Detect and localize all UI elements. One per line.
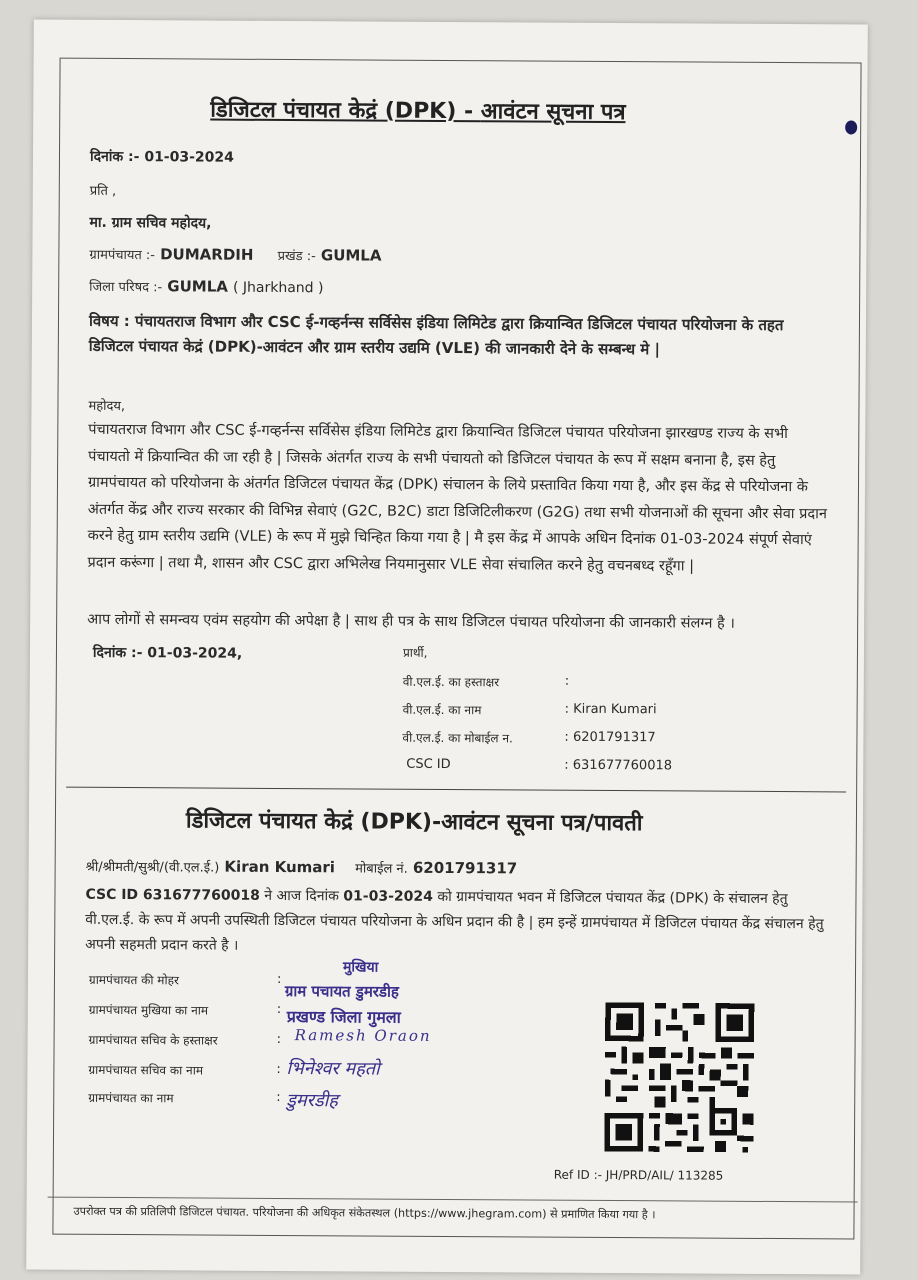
- colon: :: [276, 1031, 282, 1047]
- colon: :: [276, 971, 282, 987]
- vle-mobile-value: : 6201791317: [564, 729, 656, 746]
- stamp-label: ग्रामपंचायत की मोहर: [88, 972, 179, 988]
- stamp-mukhiya: मुखिया: [342, 959, 379, 976]
- district-value: GUMLA: [167, 277, 228, 296]
- gp-label: ग्रामपंचायत :-: [89, 247, 156, 264]
- letter-title: डिजिटल पंचायत केद्रं (DPK) - आवंटन सूचना पत्र: [210, 97, 626, 126]
- district-label: जिला परिषद :-: [89, 279, 163, 296]
- signature-gp: डुमरडीह: [286, 1090, 338, 1112]
- gp-value: DUMARDIH: [160, 245, 254, 264]
- ack-text-1: ने आज दिनांक: [259, 887, 344, 905]
- recipient-mobile: 6201791317: [412, 858, 518, 878]
- date-line: दिनांक :- 01-03-2024: [89, 148, 234, 166]
- letter-frame: [52, 58, 861, 1240]
- gp-name-label: ग्रामपंचायत का नाम: [88, 1090, 174, 1106]
- vle-name-label: वी.एल.ई. का नाम: [402, 702, 482, 718]
- date-line-2: दिनांक :- 01-03-2024,: [92, 644, 243, 662]
- applicant: प्रार्थी,: [402, 645, 428, 660]
- body-paragraph-2: आप लोगों से समन्वय एवंम सहयोग की अपेक्षा है | साथ ही पत्र के साथ डिजिटल पंचायत परियोजना की जानकारी संलग्न है ।: [87, 611, 735, 632]
- vle-sign-label: वी.एल.ई. का हस्ताक्षर: [402, 674, 500, 690]
- vle-mobile-label: वी.एल.ई. का मोबाईल न.: [402, 730, 513, 746]
- subject: विषय : पंचायतराज विभाग और CSC ई-गव्हर्नन्स सर्विसेस इंडिया लिमिटेड द्वारा क्रियान्वित डिजिटल पंचायत परियोजना के तहत डिजिटल पंचायत केद्रं (DPK)-आवंटन और ग्राम स्तरीय उद्यमि (VLE) की जानकारी देने के सम्बन्ध मे |: [88, 311, 784, 359]
- ack-title: डिजिटल पंचायत केद्रं (DPK)-आवंटन सूचना पत्र/पावती: [185, 808, 643, 837]
- secretary-name-label: ग्रामपंचायत सचिव का नाम: [88, 1062, 204, 1078]
- recipient-label: श्री/श्रीमती/सुश्री/(वी.एल.ई.): [85, 859, 220, 876]
- addressee: मा. ग्राम सचिव महोदय,: [89, 214, 212, 232]
- footer-divider: [48, 1197, 858, 1203]
- district-line: [89, 276, 323, 296]
- recipient-name: Kiran Kumari: [224, 857, 336, 877]
- state-value: ( Jharkhand ): [232, 279, 324, 297]
- section-divider: [66, 787, 846, 793]
- block-value: GUMLA: [320, 246, 382, 265]
- signature-english: Ramesh Oraon: [294, 1026, 432, 1045]
- block-label: प्रखंड :-: [277, 248, 316, 265]
- signature-secretary: भिनेश्वर महतो: [286, 1058, 380, 1080]
- secretary-sign-label: ग्रामपंचायत सचिव के हस्ताक्षर: [88, 1032, 218, 1048]
- mukhiya-label: ग्रामपंचायत मुखिया का नाम: [88, 1002, 209, 1018]
- letter-paper: [26, 19, 868, 1274]
- stamp-prakhand: प्रखण्ड जिला गुमला: [286, 1007, 401, 1027]
- salutation: महोदय,: [88, 398, 126, 415]
- colon: :: [276, 1001, 282, 1017]
- footer-note: उपरोक्त पत्र की प्रतिलिपी डिजिटल पंचायत. परियोजना की अधिकृत संकेतस्थल (https://www.jhegram.com) से प्रमाणित किया गया है ।: [73, 1204, 656, 1222]
- colon: :: [276, 1089, 281, 1105]
- prati: प्रति ,: [89, 183, 117, 199]
- colon: :: [276, 1061, 281, 1077]
- ack-date: 01-03-2024: [343, 888, 433, 905]
- body-paragraph: पंचायतराज विभाग और CSC ई-गव्हर्नन्स सर्विसेस इंडिया लिमिटेड द्वारा क्रियान्वित डिजिटल पंचायत परियोजना झारखण्ड राज्य के सभी पंचायतो में क्रियान्वित की जा रही है | जिसके अंतर्गत राज्य के सभी पंचायतो को डिजिटल पंचायत के रूप में सक्षम बनाना है, इस हेतु ग्रामपंचायत को परियोजना के अंतर्गत डिजिटल पंचायत केंद्र (DPK) संचालन के लिये प्रस्तावित किया गया है, और इस केंद्र से परियोजना के अंतर्गत केंद्र और राज्य सरकार की विभिन्न सेवाएं (G2C, B2C) डाटा डिजिटिलीकरण (G2G) तथा सभी योजनाओं की सूचना और सेवा प्रदान करने हेतु ग्राम स्तरीय उद्यमि (VLE) के रूप में मुझे चिन्हित किया गया है | मै इस केंद्र में आपके अधिन दिनांक 01-03-2024 संपूर्ण सेवाएं प्रदान करूंगा | तथा मै, शासन और CSC द्वारा अभिलेख नियमानुसार VLE सेवा संचालित करने हेतु वचनबध्द रहूँगा |: [87, 421, 827, 575]
- ref-id: Ref ID :- JH/PRD/AIL/ 113285: [553, 1167, 724, 1183]
- ack-paragraph: [85, 883, 825, 963]
- qr-code-icon: [599, 997, 760, 1158]
- recipient-line: [86, 856, 518, 878]
- vle-sign-value: :: [564, 673, 570, 689]
- ack-csc: CSC ID 631677760018: [85, 886, 260, 904]
- recipient-mobile-label: मोबाईल नं.: [355, 861, 408, 877]
- stamp-gram-panchayat: ग्राम पचायत डुमरडीह: [284, 982, 399, 1001]
- ack-text-2: को ग्रामपंचायत भवन में डिजिटल पंचायत केंद्र (DPK) के संचालन हेतु वी.एल.ई. के रूप में अपनी उपस्थिती डिजिटल पंचायत परियोजना के अधिन प्रदान की है | हम इन्हें ग्रामपंचायत में डिजिटल पंचायत केंद्र संचालन हेतु अपनी सहमती प्रदान करते है ।: [85, 888, 824, 954]
- csc-label: CSC ID: [406, 756, 451, 773]
- vle-name-value: : Kiran Kumari: [564, 701, 657, 718]
- csc-value: : 631677760018: [564, 757, 673, 774]
- gp-block-line: [89, 244, 381, 265]
